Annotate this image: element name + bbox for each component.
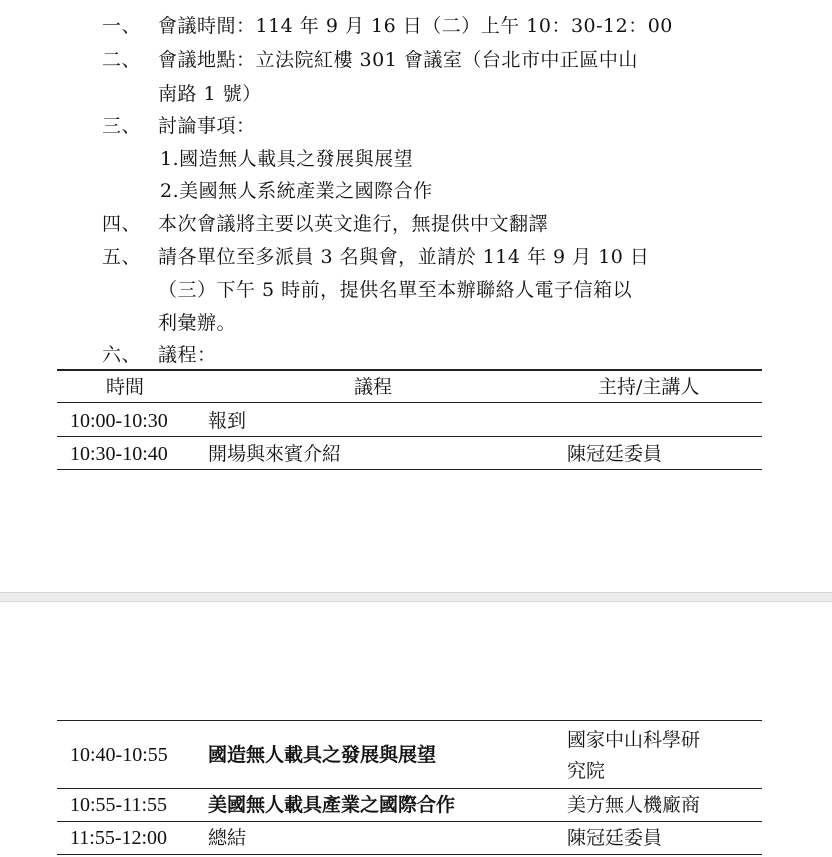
item-text: 討論事項： — [158, 115, 256, 137]
item-number: 五、 — [102, 246, 142, 268]
row-host: 陳冠廷委員 — [567, 443, 663, 465]
table-header-rule — [57, 402, 762, 403]
table-row-rule — [57, 821, 762, 822]
row-time: 10:30-10:40 — [70, 443, 168, 465]
item-text: 請各單位至多派員 3 名與會，並請於 114 年 9 月 10 日 — [158, 246, 650, 268]
item-text: 會議時間：114 年 9 月 16 日（二）上午 10：30-12：00 — [158, 15, 673, 37]
row-host: 美方無人機廠商 — [567, 794, 701, 816]
table-bottom-rule — [57, 854, 762, 855]
row-time: 10:55-11:55 — [70, 794, 168, 816]
row-time: 11:55-12:00 — [70, 827, 168, 849]
row-agenda: 開場與來賓介紹 — [208, 443, 342, 465]
table-header-time: 時間 — [106, 376, 145, 398]
table-row-rule — [57, 436, 762, 437]
row-agenda: 總結 — [208, 827, 247, 849]
table-header-agenda: 議程 — [354, 376, 393, 398]
item-text: （三）下午 5 時前，提供名單至本辦聯絡人電子信箱以 — [158, 279, 633, 301]
table-top-rule — [57, 369, 762, 371]
item-number: 三、 — [102, 115, 142, 137]
row-agenda: 美國無人載具產業之國際合作 — [208, 794, 456, 816]
row-time: 10:40-10:55 — [70, 744, 168, 766]
row-agenda: 報到 — [208, 410, 247, 432]
table-top-rule — [57, 720, 762, 721]
document-page-2 — [0, 602, 832, 857]
item-number: 六、 — [102, 344, 142, 366]
item-text: 議程： — [158, 344, 217, 366]
page-break — [0, 592, 832, 602]
row-host: 陳冠廷委員 — [567, 827, 663, 849]
topic-text: 2.美國無人系統產業之國際合作 — [160, 180, 433, 202]
table-bottom-rule — [57, 469, 762, 470]
row-time: 10:00-10:30 — [70, 410, 168, 432]
row-host: 國家中山科學研 — [567, 729, 701, 751]
row-agenda: 國造無人載具之發展與展望 — [208, 744, 437, 766]
item-number: 四、 — [102, 213, 142, 235]
item-text: 本次會議將主要以英文進行，無提供中文翻譯 — [158, 213, 549, 235]
item-text: 利彙辦。 — [158, 312, 237, 334]
item-text: 會議地點：立法院紅樓 301 會議室（台北市中正區中山 — [158, 49, 638, 71]
item-text: 南路 1 號） — [158, 83, 262, 105]
topic-text: 1.國造無人載具之發展與展望 — [160, 148, 414, 170]
row-host-cont: 究院 — [567, 760, 606, 782]
table-row-rule — [57, 788, 762, 789]
table-header-host: 主持/主講人 — [598, 376, 700, 398]
item-number: 一、 — [102, 15, 142, 37]
item-number: 二、 — [102, 49, 142, 71]
